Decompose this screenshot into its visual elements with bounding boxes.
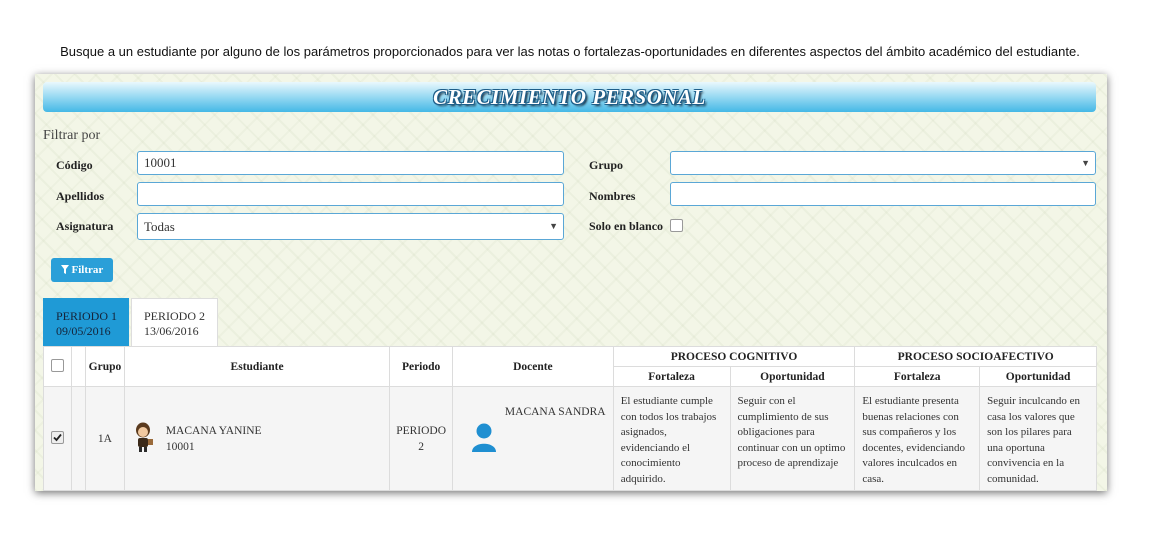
- cog-fortaleza-cell: El estudiante cumple con todos los trabajos asignados, evidenciando el conocimiento adquirido.: [613, 387, 730, 491]
- tab-periodo-1-date: 09/05/2016: [56, 324, 111, 338]
- spacer-header: [71, 347, 85, 387]
- grupo-cell: 1A: [85, 387, 124, 491]
- cog-oportunidad-header: Oportunidad: [730, 367, 855, 387]
- solo-en-blanco-label: Solo en blanco: [589, 219, 664, 233]
- student-name: MACANA YANINE: [165, 424, 262, 437]
- page-banner: [43, 82, 1096, 112]
- periodo-header: Periodo: [390, 347, 453, 387]
- proceso-socioafectivo-header: PROCESO SOCIOAFECTIVO: [855, 347, 1097, 367]
- chevron-down-icon: ▼: [1081, 158, 1090, 168]
- apellidos-input[interactable]: [137, 182, 564, 206]
- row-select-cell: [44, 387, 72, 491]
- tab-periodo-2-date: 13/06/2016: [144, 324, 199, 338]
- student-avatar-icon: [131, 421, 155, 456]
- soc-fortaleza-header: Fortaleza: [855, 367, 980, 387]
- teacher-avatar-icon: [471, 422, 497, 455]
- filter-heading: Filtrar por: [43, 128, 101, 143]
- soc-oportunidad-cell: Seguir inculcando en casa los valores que son los pilares para una oportuna convivencia en la comunidad.: [980, 387, 1097, 491]
- estudiante-cell: [124, 387, 389, 491]
- soc-fortaleza-cell: El estudiante presenta buenas relaciones con sus compañeros y los docentes, evidenciando valores inculcados en casa.: [855, 387, 980, 491]
- apellidos-label: Apellidos: [56, 189, 105, 203]
- filtrar-button[interactable]: [51, 258, 113, 282]
- chevron-down-icon: ▼: [549, 221, 558, 231]
- tab-periodo-1[interactable]: [43, 298, 129, 346]
- spacer-cell: [71, 387, 85, 491]
- checkmark-icon: [52, 432, 63, 443]
- grupo-header: Grupo: [85, 347, 124, 387]
- asignatura-select[interactable]: [137, 213, 564, 240]
- cog-fortaleza-header: Fortaleza: [613, 367, 730, 387]
- student-code: 10001: [165, 440, 195, 453]
- teacher-name: MACANA SANDRA: [504, 406, 606, 418]
- asignatura-selected-value: Todas: [144, 219, 175, 234]
- tab-periodo-2-name: PERIODO 2: [144, 309, 206, 323]
- filtrar-button-label: Filtrar: [71, 264, 104, 276]
- proceso-cognitivo-header: PROCESO COGNITIVO: [613, 347, 855, 367]
- estudiante-header: Estudiante: [124, 347, 389, 387]
- row-checkbox[interactable]: [51, 431, 64, 444]
- grupo-label: Grupo: [589, 158, 624, 172]
- docente-cell: [453, 387, 614, 491]
- nombres-input[interactable]: [670, 182, 1096, 206]
- nombres-label: Nombres: [589, 189, 636, 203]
- tab-periodo-1-name: PERIODO 1: [56, 309, 118, 323]
- crecimiento-table: [43, 346, 1097, 491]
- table-row[interactable]: [44, 387, 1097, 491]
- select-all-cell: [44, 347, 72, 387]
- select-all-checkbox[interactable]: [51, 359, 64, 372]
- filter-icon: [61, 265, 69, 274]
- periodo-cell: PERIODO 2: [390, 387, 453, 491]
- crecimiento-personal-panel: [35, 74, 1107, 491]
- codigo-label: Código: [56, 158, 93, 172]
- instruction-caption: Busque a un estudiante por alguno de los parámetros proporcionados para ver las notas o fortalezas-oportunidades en diferentes aspectos del ámbito académico del estudiante.: [60, 44, 1080, 59]
- docente-header: Docente: [453, 347, 614, 387]
- soc-oportunidad-header: Oportunidad: [980, 367, 1097, 387]
- solo-en-blanco-checkbox[interactable]: [670, 219, 683, 232]
- cog-oportunidad-cell: Seguir con el cumplimiento de sus obligaciones para continuar con un optimo proceso de aprendizaje: [730, 387, 855, 491]
- tab-periodo-2[interactable]: [131, 298, 218, 346]
- page-title: CRECIMIENTO PERSONAL: [433, 85, 706, 109]
- asignatura-label: Asignatura: [56, 219, 114, 233]
- codigo-input[interactable]: 10001: [137, 151, 564, 175]
- grupo-select[interactable]: [670, 151, 1096, 175]
